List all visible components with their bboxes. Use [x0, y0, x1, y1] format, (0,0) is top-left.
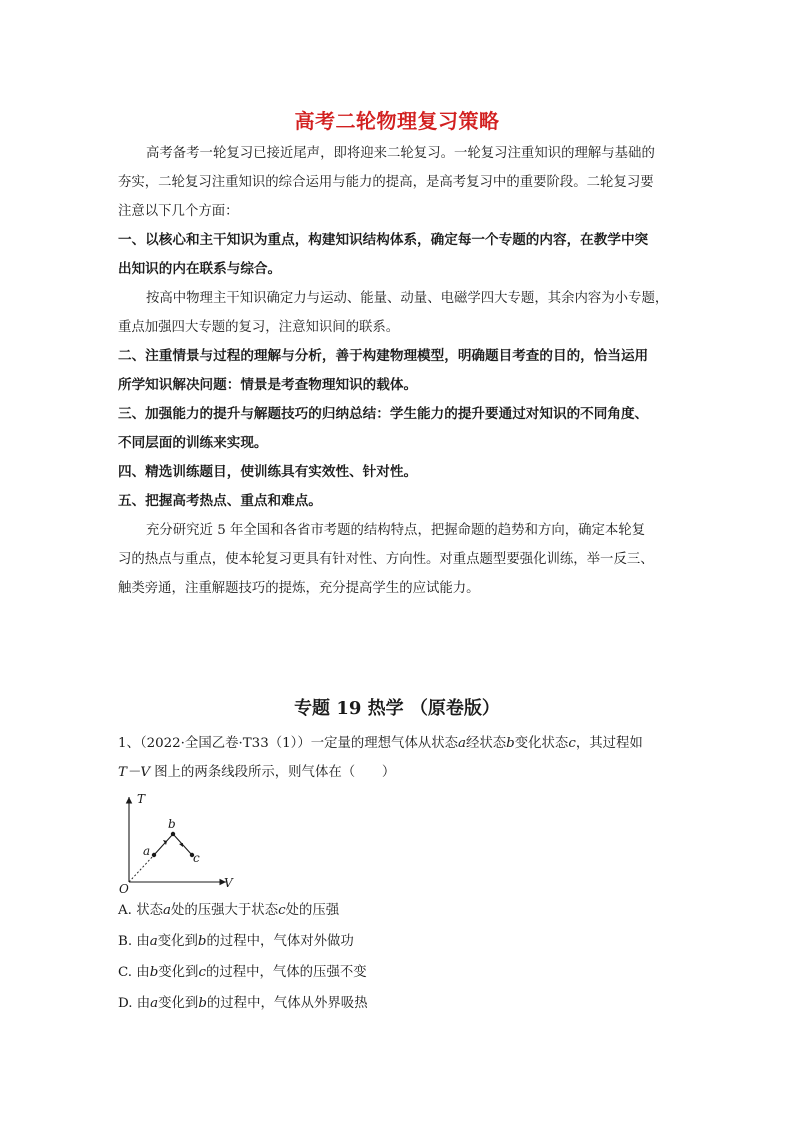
- option-a[interactable]: [118, 901, 339, 921]
- origin-label: O: [119, 882, 129, 896]
- intro-paragraph: [118, 139, 678, 226]
- option-var: c: [278, 903, 286, 918]
- point-a-label: a: [143, 844, 151, 858]
- point-1-body: [118, 284, 678, 342]
- point-4-heading: [118, 458, 678, 487]
- option-text: 的过程中，气体的压强不变: [205, 965, 367, 980]
- option-letter: C.: [118, 965, 133, 980]
- point-5-body: [118, 516, 678, 603]
- point-4-line: 四、精选训练题目，使训练具有实效性、针对性。: [118, 464, 418, 480]
- option-var: a: [150, 996, 159, 1011]
- point-1-body-line: 重点加强四大专题的复习，注意知识间的联系。: [118, 320, 400, 335]
- option-b[interactable]: [118, 932, 354, 952]
- option-letter: A.: [118, 903, 132, 918]
- axes-var: T－V: [118, 765, 150, 780]
- point-b-label: b: [168, 817, 176, 831]
- question-line-2: [118, 758, 688, 787]
- option-letter: D.: [118, 996, 133, 1011]
- point-c-label: c: [193, 851, 200, 865]
- point-b-dot: [171, 832, 175, 836]
- option-var: b: [197, 934, 207, 949]
- point-1-heading: [118, 226, 678, 284]
- option-text: 的过程中，气体从外界吸热: [206, 996, 368, 1011]
- option-var: b: [198, 996, 207, 1011]
- question-prefix: 1、（2022·全国乙卷·T33（1））一定量的理想气体从状态: [118, 736, 459, 751]
- point-5-line: 五、把握高考热点、重点和难点。: [118, 493, 322, 509]
- arrow-bc-icon: [179, 843, 183, 847]
- point-3-line: 不同层面的训练来实现。: [118, 435, 268, 451]
- question-change: 变化状态: [514, 736, 569, 751]
- option-var: a: [162, 903, 171, 918]
- intro-line: 高考备考一轮复习已接近尾声，即将迎来二轮复习。一轮复习注重知识的理解与基础的: [146, 146, 655, 161]
- strategy-title: 高考二轮物理复习策略: [294, 109, 500, 133]
- point-3-line: 三、加强能力的提升与解题技巧的归纳总结：学生能力的提升要通过对知识的不同角度、: [118, 406, 649, 422]
- option-text: 变化到: [157, 934, 198, 949]
- point-2-heading: [118, 342, 678, 400]
- origin-dashed-line: [129, 855, 154, 882]
- option-text: 状态: [131, 903, 163, 918]
- option-text: 处的压强大于状态: [170, 903, 279, 918]
- point-2-line: 二、注重情景与过程的理解与分析，善于构建物理模型，明确题目考查的目的，恰当运用: [118, 348, 649, 364]
- segment-ab: [154, 834, 173, 855]
- option-text: 变化到: [158, 996, 199, 1011]
- point-5-body-line: 习的热点与重点，使本轮复习更具有针对性、方向性。对重点题型要强化训练，举一反三、: [118, 552, 654, 567]
- option-letter: B.: [118, 934, 133, 949]
- state-c-var: c: [568, 736, 576, 751]
- point-a-dot: [152, 853, 156, 857]
- t-v-graph: [116, 792, 240, 896]
- state-a-var: a: [458, 736, 466, 751]
- option-var: b: [149, 965, 159, 980]
- point-5-heading: [118, 487, 678, 516]
- option-var: c: [198, 965, 206, 980]
- intro-line: 夯实，二轮复习注重知识的综合运用与能力的提高，是高考复习中的重要阶段。二轮复习要: [118, 175, 654, 190]
- question-line-1: [118, 729, 688, 758]
- point-1-body-line: 按高中物理主干知识确定力与运动、能量、动量、电磁学四大专题，其余内容为小专题，: [146, 291, 669, 306]
- option-d[interactable]: [118, 994, 368, 1014]
- question-line2-suffix: 图上的两条线段所示，则气体在（ ）: [150, 765, 396, 780]
- point-5-body-line: 触类旁通，注重解题技巧的提炼，充分提高学生的应试能力。: [118, 581, 480, 596]
- state-b-var: b: [506, 736, 515, 751]
- point-1-line: 一、以核心和主干知识为重点，构建知识结构体系，确定每一个专题的内容，在教学中突: [118, 232, 649, 248]
- option-text: 变化到: [158, 965, 199, 980]
- intro-line: 注意以下几个方面：: [118, 204, 239, 219]
- point-3-heading: [118, 400, 678, 458]
- point-2-line: 所学知识解决问题：情景是考查物理知识的载体。: [118, 377, 418, 393]
- option-text: 由: [132, 996, 151, 1011]
- option-text: 的过程中，气体对外做功: [206, 934, 354, 949]
- point-5-body-line: 充分研究近 5 年全国和各省市考题的结构特点，把握命题的趋势和方向，确定本轮复: [146, 523, 646, 538]
- option-text: 处的压强: [285, 903, 340, 918]
- question-via: 经状态: [466, 736, 507, 751]
- option-c[interactable]: [118, 963, 367, 983]
- topic-title: 专题 19 热学 （原卷版）: [294, 698, 500, 719]
- option-var: a: [149, 934, 158, 949]
- question-suffix: ，其过程如: [575, 736, 643, 751]
- option-text: 由: [132, 965, 150, 980]
- option-text: 由: [132, 934, 150, 949]
- question-1: [118, 729, 688, 787]
- v-axis-label: V: [224, 876, 233, 890]
- t-axis-label: T: [137, 792, 146, 806]
- point-1-line: 出知识的内在联系与综合。: [118, 261, 282, 277]
